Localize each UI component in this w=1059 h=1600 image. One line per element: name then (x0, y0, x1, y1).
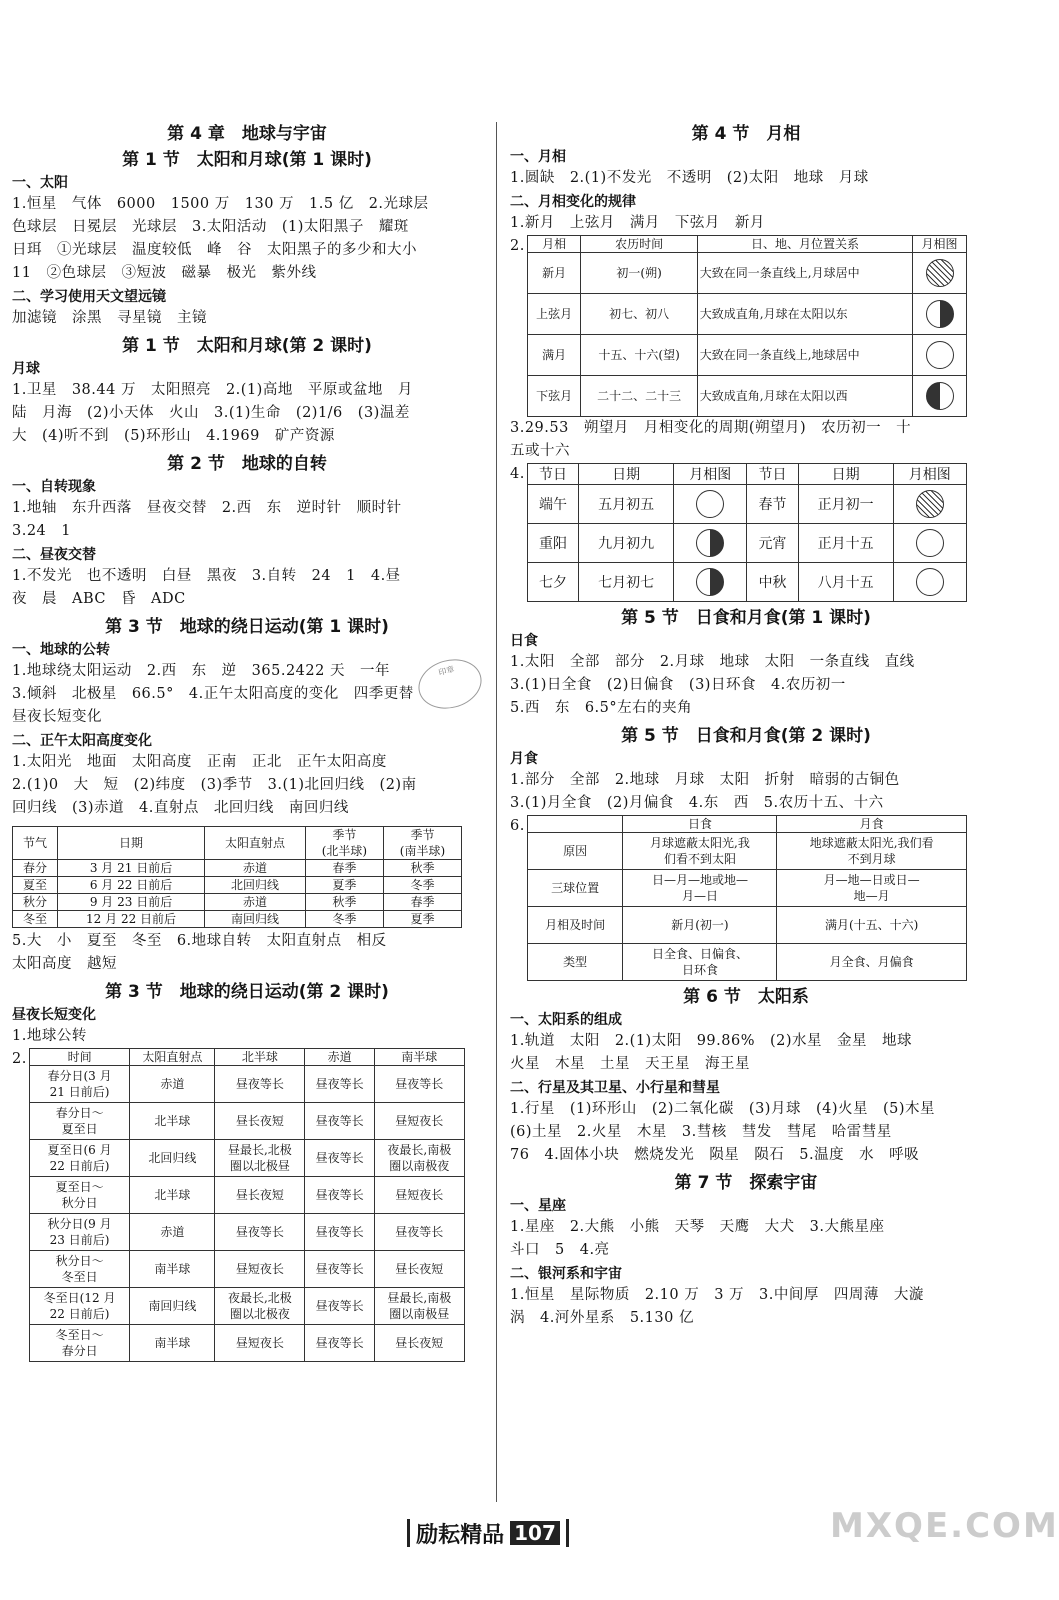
subsection-title: 一、地球的公转 (12, 642, 110, 658)
day-night-table (29, 1048, 465, 1362)
table-header-cell: 节日 (747, 464, 798, 485)
question-number: 2. (510, 238, 525, 254)
table-cell: 正月十五 (798, 524, 893, 563)
table-cell: 春分日～ 夏至日 (29, 1103, 129, 1140)
table-cell: 昼长夜短 (215, 1103, 305, 1140)
table-cell: 冬季 (383, 877, 461, 894)
table-cell: 春季 (305, 860, 383, 877)
table-cell: 元宵 (747, 524, 798, 563)
table-cell: 赤道 (130, 1214, 215, 1251)
table-cell: 昼夜等长 (305, 1251, 374, 1288)
moon-phase-table (527, 235, 967, 417)
table-cell: 月—地—日或日— 地—月 (777, 870, 966, 907)
table-header-cell: 月相图 (674, 464, 747, 485)
answer-text: 5.大 小 夏至 冬至 6.地球自转 太阳直射点 相反 太阳高度 越短 (12, 933, 387, 972)
table-header-cell: 日期 (57, 827, 204, 860)
table-header-cell: 节日 (527, 464, 578, 485)
table-cell: 昼短夜长 (374, 1103, 464, 1140)
subsection-title: 月食 (510, 751, 538, 767)
table-row (29, 1103, 464, 1140)
table-cell: 昼夜等长 (374, 1214, 464, 1251)
table-cell: 春分日(3 月 21 日前后) (29, 1066, 129, 1103)
table-cell: 大致成直角,月球在太阳以西 (697, 376, 912, 417)
table-header-cell: 南半球 (374, 1049, 464, 1066)
table-cell: 大致在同一条直线上,月球居中 (697, 253, 912, 294)
table-cell: 新月 (527, 253, 581, 294)
moon-phase-cell (674, 524, 747, 563)
table-row (29, 1325, 464, 1362)
table-row (527, 563, 966, 602)
section-title: 第 3 节 地球的绕日运动(第 2 课时) (105, 982, 389, 1002)
answer-text: 3.29.53 朔望月 月相变化的周期(朔望月) 农历初一 十 五或十六 (510, 420, 912, 459)
table-cell: 昼夜等长 (215, 1214, 305, 1251)
table-cell: 6 月 22 日前后 (57, 877, 204, 894)
table-header-cell: 月食 (777, 816, 966, 833)
table-cell: 昼夜等长 (305, 1214, 374, 1251)
table-cell: 冬至 (13, 911, 58, 928)
festival-moon-table (527, 463, 967, 602)
table-header-cell: 农历时间 (581, 236, 697, 253)
right-column (510, 118, 982, 1330)
table-row (527, 524, 966, 563)
table-cell: 八月十五 (798, 563, 893, 602)
section-title: 第 3 节 地球的绕日运动(第 1 课时) (105, 617, 389, 637)
subsection-title: 二、正午太阳高度变化 (12, 733, 152, 749)
moon-phase-cell (893, 524, 966, 563)
table-row (527, 376, 966, 417)
table-cell: 类型 (527, 944, 623, 981)
table-cell: 南半球 (130, 1251, 215, 1288)
table-cell: 昼夜等长 (305, 1288, 374, 1325)
table-cell: 冬季 (305, 911, 383, 928)
table-row (527, 907, 966, 944)
moon-phase-icon (916, 568, 944, 596)
table-row (29, 1066, 464, 1103)
table-row (527, 833, 966, 870)
answer-text: 1.太阳光 地面 太阳高度 正南 正北 正午太阳高度 2.(1)0 大 短 (2)纬度 (3)季节 3.(1)北回归线 (2)南 回归线 (3)赤道 4.直射点 北回归线 南回归线 (12, 754, 417, 816)
table-cell: 中秋 (747, 563, 798, 602)
answer-text: 1.恒星 星际物质 2.10 万 3 万 3.中间厚 四周薄 大漩 涡 4.河外星系 5.130 亿 (510, 1287, 924, 1326)
table-cell: 北半球 (130, 1103, 215, 1140)
table-cell: 十五、十六(望) (581, 335, 697, 376)
table-row (29, 1177, 464, 1214)
page-number: 107 (510, 1521, 560, 1545)
table-header-cell: 日期 (579, 464, 674, 485)
table-cell: 秋季 (383, 860, 461, 877)
table-header-cell: 北半球 (215, 1049, 305, 1066)
table-cell: 昼夜等长 (305, 1177, 374, 1214)
table-cell: 日—月—地或地— 月—日 (623, 870, 777, 907)
column-divider (496, 122, 497, 1502)
moon-phase-cell (893, 563, 966, 602)
table-cell: 夏至日(6 月 22 日前后) (29, 1140, 129, 1177)
table-cell: 9 月 23 日前后 (57, 894, 204, 911)
table-row (13, 911, 462, 928)
section-title: 第 5 节 日食和月食(第 2 课时) (621, 726, 871, 746)
table-cell: 赤道 (205, 894, 306, 911)
table-cell: 初七、初八 (581, 294, 697, 335)
moon-phase-cell (674, 563, 747, 602)
moon-phase-icon (696, 568, 724, 596)
section-title: 第 1 节 太阳和月球(第 2 课时) (122, 336, 372, 356)
table-row (13, 894, 462, 911)
table-cell: 夜最长,北极 圈以北极夜 (215, 1288, 305, 1325)
moon-phase-cell (893, 485, 966, 524)
table-row (527, 335, 966, 376)
subsection-title: 一、星座 (510, 1198, 566, 1214)
table-cell: 春节 (747, 485, 798, 524)
moon-phase-icon (926, 300, 954, 328)
table-cell: 月球遮蔽太阳光,我 们看不到太阳 (623, 833, 777, 870)
moon-phase-icon (926, 341, 954, 369)
table-row (29, 1140, 464, 1177)
left-column (12, 118, 482, 1362)
table-cell: 秋分日(9 月 23 日前后) (29, 1214, 129, 1251)
table-cell: 大致在同一条直线上,地球居中 (697, 335, 912, 376)
table-cell: 昼短夜长 (215, 1251, 305, 1288)
table-cell: 秋分 (13, 894, 58, 911)
table-cell: 昼夜等长 (305, 1140, 374, 1177)
answer-text: 1.地球绕太阳运动 2.西 东 逆 365.2422 天 一年 3.倾斜 北极星 66.5° 4.正午太阳高度的变化 四季更替 昼夜长短变化 (12, 663, 414, 725)
table-header-cell: 节气 (13, 827, 58, 860)
moon-phase-icon (696, 490, 724, 518)
section-title: 第 5 节 日食和月食(第 1 课时) (621, 608, 871, 628)
table-cell: 北回归线 (205, 877, 306, 894)
table-header-cell: 季节 (北半球) (305, 827, 383, 860)
table-cell: 秋分日～ 冬至日 (29, 1251, 129, 1288)
section-title: 第 1 节 太阳和月球(第 1 课时) (122, 150, 372, 170)
subsection-title: 日食 (510, 633, 538, 649)
moon-phase-icon (926, 382, 954, 410)
table-header-cell: 日期 (798, 464, 893, 485)
subsection-title: 一、太阳系的组成 (510, 1012, 622, 1028)
table-cell: 夏至 (13, 877, 58, 894)
answer-text: 1.地球公转 (12, 1028, 87, 1044)
table-cell: 昼夜等长 (305, 1325, 374, 1362)
table-cell: 七月初七 (579, 563, 674, 602)
table-cell: 南回归线 (130, 1288, 215, 1325)
table-cell: 端午 (527, 485, 578, 524)
question-number: 2. (12, 1051, 27, 1067)
answer-text: 1.新月 上弦月 满月 下弦月 新月 (510, 215, 765, 231)
table-cell: 月相及时间 (527, 907, 623, 944)
table-cell: 日全食、日偏食、 日环食 (623, 944, 777, 981)
table-cell: 昼长夜短 (374, 1251, 464, 1288)
answer-text: 1.不发光 也不透明 白昼 黑夜 3.自转 24 1 4.昼 夜 晨 ABC 昏 ADC (12, 568, 401, 607)
table-cell: 上弦月 (527, 294, 581, 335)
table-cell: 初一(朔) (581, 253, 697, 294)
stamp-mark: 印章 (413, 653, 487, 716)
subsection-title: 一、月相 (510, 149, 566, 165)
table-header-cell: 月相 (527, 236, 581, 253)
subsection-title: 一、太阳 (12, 175, 68, 191)
table-cell: 五月初五 (579, 485, 674, 524)
table-cell: 地球遮蔽太阳光,我们看 不到月球 (777, 833, 966, 870)
question-number: 4. (510, 466, 525, 482)
table-header-cell: 季节 (南半球) (383, 827, 461, 860)
brand-name: 励耘精品 (416, 1522, 505, 1548)
table-cell: 夏至日～ 秋分日 (29, 1177, 129, 1214)
chapter-title: 第 4 章 地球与宇宙 (167, 124, 327, 144)
table-row (527, 294, 966, 335)
table-header-cell: 太阳直射点 (130, 1049, 215, 1066)
subsection-title: 昼夜长短变化 (12, 1007, 96, 1023)
table-row (29, 1288, 464, 1325)
answer-text: 1.恒星 气体 6000 1500 万 130 万 1.5 亿 2.光球层 色球层 日冕层 光球层 3.太阳活动 (1)太阳黑子 耀斑 日珥 ①光球层 温度较低 峰 谷 太阳黑子的多少和大小 11 ②色球层 ③短波 磁暴 极光 紫外线 (12, 196, 429, 281)
solar-terms-table (12, 826, 462, 928)
table-cell: 重阳 (527, 524, 578, 563)
table-header-cell: 月相图 (913, 236, 967, 253)
table-cell: 昼夜等长 (374, 1066, 464, 1103)
table-cell: 夏季 (305, 877, 383, 894)
moon-phase-cell (674, 485, 747, 524)
question-number: 6. (510, 818, 525, 834)
subsection-title: 二、学习使用天文望远镜 (12, 289, 166, 305)
answer-text: 1.轨道 太阳 2.(1)太阳 99.86% (2)水星 金星 地球 火星 木星 土星 天王星 海王星 (510, 1033, 913, 1072)
answer-text: 1.地轴 东升西落 昼夜交替 2.西 东 逆时针 顺时针 3.24 1 (12, 500, 402, 539)
table-header-cell: 日食 (623, 816, 777, 833)
table-row (29, 1251, 464, 1288)
table-cell: 冬至日(12 月 22 日前后) (29, 1288, 129, 1325)
table-header-cell: 赤道 (305, 1049, 374, 1066)
table-cell: 昼夜等长 (215, 1066, 305, 1103)
table-cell: 昼夜等长 (305, 1066, 374, 1103)
subsection-title: 二、银河系和宇宙 (510, 1266, 622, 1282)
table-cell: 赤道 (205, 860, 306, 877)
section-title: 第 2 节 地球的自转 (167, 454, 327, 474)
table-row (13, 877, 462, 894)
table-cell: 12 月 22 日前后 (57, 911, 204, 928)
section-title: 第 7 节 探索宇宙 (674, 1173, 818, 1193)
table-cell: 昼长夜短 (374, 1325, 464, 1362)
table-cell: 新月(初一) (623, 907, 777, 944)
table-cell: 满月(十五、十六) (777, 907, 966, 944)
table-cell: 秋季 (305, 894, 383, 911)
subsection-title: 二、月相变化的规律 (510, 194, 636, 210)
table-cell: 南半球 (130, 1325, 215, 1362)
table-cell: 月全食、月偏食 (777, 944, 966, 981)
footer-bar (407, 1519, 410, 1547)
section-title: 第 4 节 月相 (691, 124, 801, 144)
table-cell: 七夕 (527, 563, 578, 602)
table-row (527, 870, 966, 907)
answer-text: 1.卫星 38.44 万 太阳照亮 2.(1)高地 平原或盆地 月 陆 月海 (2)小天体 火山 3.(1)生命 (2)1/6 (3)温差 大 (4)听不到 (5)环形山 4.1969 矿产资源 (12, 382, 413, 444)
moon-phase-icon (926, 259, 954, 287)
table-cell: 九月初九 (579, 524, 674, 563)
table-cell: 原因 (527, 833, 623, 870)
table-cell: 北回归线 (130, 1140, 215, 1177)
moon-phase-icon (916, 529, 944, 557)
table-cell: 昼长夜短 (215, 1177, 305, 1214)
footer-bar (566, 1519, 569, 1547)
table-row (527, 944, 966, 981)
table-cell: 三球位置 (527, 870, 623, 907)
table-cell: 春季 (383, 894, 461, 911)
answer-text: 1.圆缺 2.(1)不发光 不透明 (2)太阳 地球 月球 (510, 170, 869, 186)
table-header-cell: 月相图 (893, 464, 966, 485)
moon-phase-cell (913, 294, 967, 335)
table-row (13, 860, 462, 877)
moon-phase-icon (696, 529, 724, 557)
moon-phase-cell (913, 253, 967, 294)
table-cell: 夜最长,南极 圈以南极夜 (374, 1140, 464, 1177)
subsection-title: 一、自转现象 (12, 479, 96, 495)
section-title: 第 6 节 太阳系 (683, 987, 809, 1007)
subsection-title: 二、行星及其卫星、小行星和彗星 (510, 1080, 720, 1096)
table-cell: 满月 (527, 335, 581, 376)
table-cell: 北半球 (130, 1177, 215, 1214)
moon-phase-cell (913, 335, 967, 376)
moon-phase-cell (913, 376, 967, 417)
table-header-cell (527, 816, 623, 833)
table-cell: 正月初一 (798, 485, 893, 524)
table-row (29, 1214, 464, 1251)
table-header-cell: 时间 (29, 1049, 129, 1066)
table-cell: 冬至日～ 春分日 (29, 1325, 129, 1362)
table-row (527, 485, 966, 524)
table-cell: 3 月 21 日前后 (57, 860, 204, 877)
table-cell: 南回归线 (205, 911, 306, 928)
table-cell: 赤道 (130, 1066, 215, 1103)
subsection-title: 二、昼夜交替 (12, 547, 96, 563)
answer-text: 加滤镜 涂黑 寻星镜 主镜 (12, 310, 207, 326)
table-cell: 昼最长,南极 圈以南极昼 (374, 1288, 464, 1325)
footer-brand (400, 1518, 576, 1548)
table-cell: 下弦月 (527, 376, 581, 417)
table-cell: 昼夜等长 (305, 1103, 374, 1140)
table-header-cell: 太阳直射点 (205, 827, 306, 860)
answer-text: 1.行星 (1)环形山 (2)二氧化碳 (3)月球 (4)火星 (5)木星 (6)土星 2.火星 木星 3.彗核 彗发 彗尾 哈雷彗星 76 4.固体小块 燃烧发光 陨星 陨石 5.温度 水 呼吸 (510, 1101, 936, 1163)
watermark-logo: MXQE.COM (830, 1506, 1059, 1546)
answer-text: 1.星座 2.大熊 小熊 天琴 天鹰 大犬 3.大熊星座 斗口 5 4.亮 (510, 1219, 885, 1258)
table-cell: 春分 (13, 860, 58, 877)
table-cell: 昼最长,北极 圈以北极昼 (215, 1140, 305, 1177)
table-cell: 昼短夜长 (374, 1177, 464, 1214)
table-cell: 昼短夜长 (215, 1325, 305, 1362)
table-cell: 夏季 (383, 911, 461, 928)
subsection-title: 月球 (12, 361, 40, 377)
table-cell: 大致成直角,月球在太阳以东 (697, 294, 912, 335)
answer-text: 1.部分 全部 2.地球 月球 太阳 折射 暗弱的古铜色 3.(1)月全食 (2)月偏食 4.东 西 5.农历十五、十六 (510, 772, 900, 811)
table-cell: 二十二、二十三 (581, 376, 697, 417)
eclipse-table (527, 815, 967, 981)
moon-phase-icon (916, 490, 944, 518)
answer-text: 1.太阳 全部 部分 2.月球 地球 太阳 一条直线 直线 3.(1)日全食 (2)日偏食 (3)日环食 4.农历初一 5.西 东 6.5°左右的夹角 (510, 654, 915, 716)
table-header-cell: 日、地、月位置关系 (697, 236, 912, 253)
table-row (527, 253, 966, 294)
